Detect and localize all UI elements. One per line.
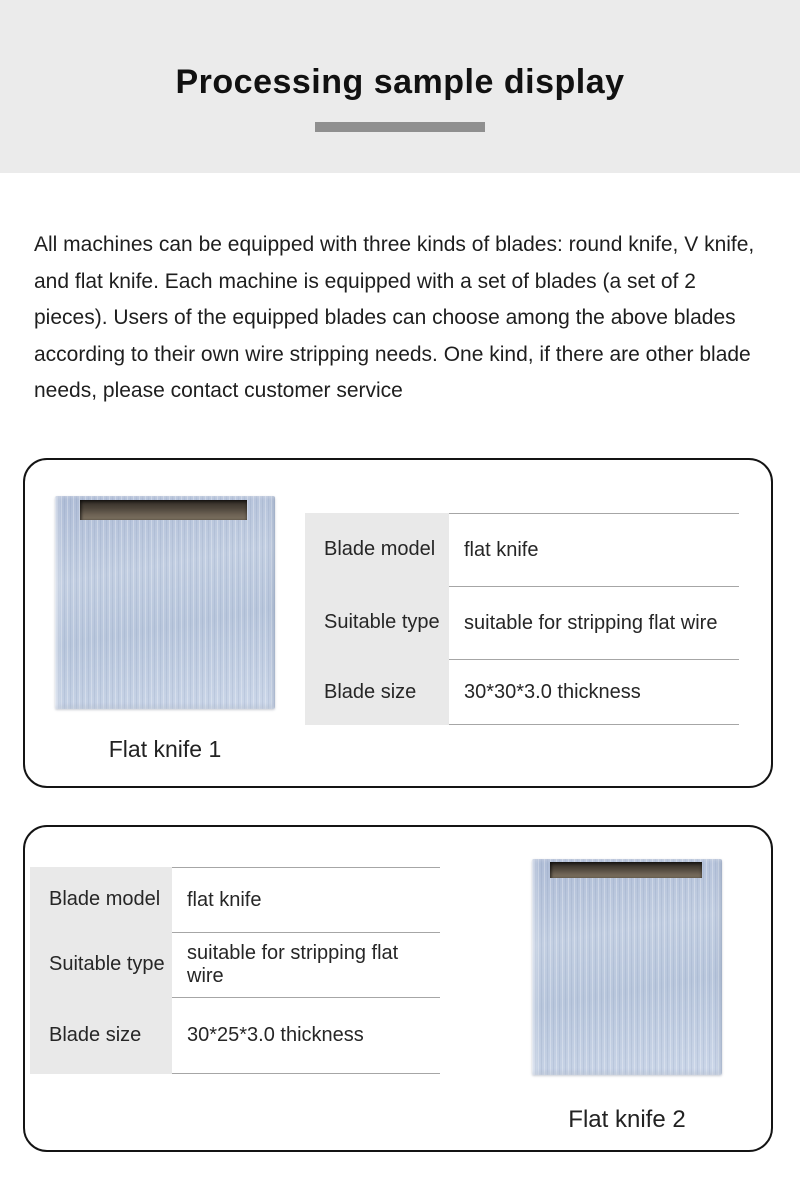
blade-slot-notch-icon	[550, 862, 702, 878]
title-underline-bar	[315, 122, 485, 132]
spec-value-blade-size: 30*25*3.0 thickness	[172, 997, 440, 1074]
spec-label-blade-model: Blade model	[305, 513, 449, 586]
blade-slot-notch-icon	[80, 500, 247, 520]
spec-label-suitable-type: Suitable type	[30, 932, 172, 997]
spec-value-blade-model: flat knife	[172, 867, 440, 932]
spec-value-suitable-type: suitable for stripping flat wire	[172, 932, 440, 997]
flat-knife-1-photo	[55, 496, 275, 709]
page-header	[0, 0, 800, 173]
spec-value-blade-model: flat knife	[449, 513, 739, 586]
flat-knife-2-photo	[532, 859, 722, 1075]
spec-label-blade-size: Blade size	[30, 997, 172, 1074]
spec-table-1	[305, 513, 739, 725]
product-card-flat-knife-1	[23, 458, 773, 788]
spec-label-blade-size: Blade size	[305, 659, 449, 725]
knife-1-caption: Flat knife 1	[108, 736, 222, 762]
spec-label-suitable-type: Suitable type	[305, 586, 449, 659]
knife-2-caption: Flat knife 2	[568, 1106, 686, 1133]
intro-paragraph: All machines can be equipped with three kinds of blades: round knife, V knife, and flat knife. Each machine is equipped with a set of blades (a set of 2 pieces). Users of the equipped blades can choose among the above blades according to their own wire stripping needs. One kind, if there are other blade needs, please contact customer service	[34, 233, 755, 402]
page-title: Processing sample display	[175, 63, 625, 101]
product-card-flat-knife-2	[23, 825, 773, 1152]
spec-value-blade-size: 30*30*3.0 thickness	[449, 659, 739, 725]
spec-value-suitable-type: suitable for stripping flat wire	[449, 586, 739, 659]
spec-table-2	[30, 867, 440, 1074]
spec-label-blade-model: Blade model	[30, 867, 172, 932]
